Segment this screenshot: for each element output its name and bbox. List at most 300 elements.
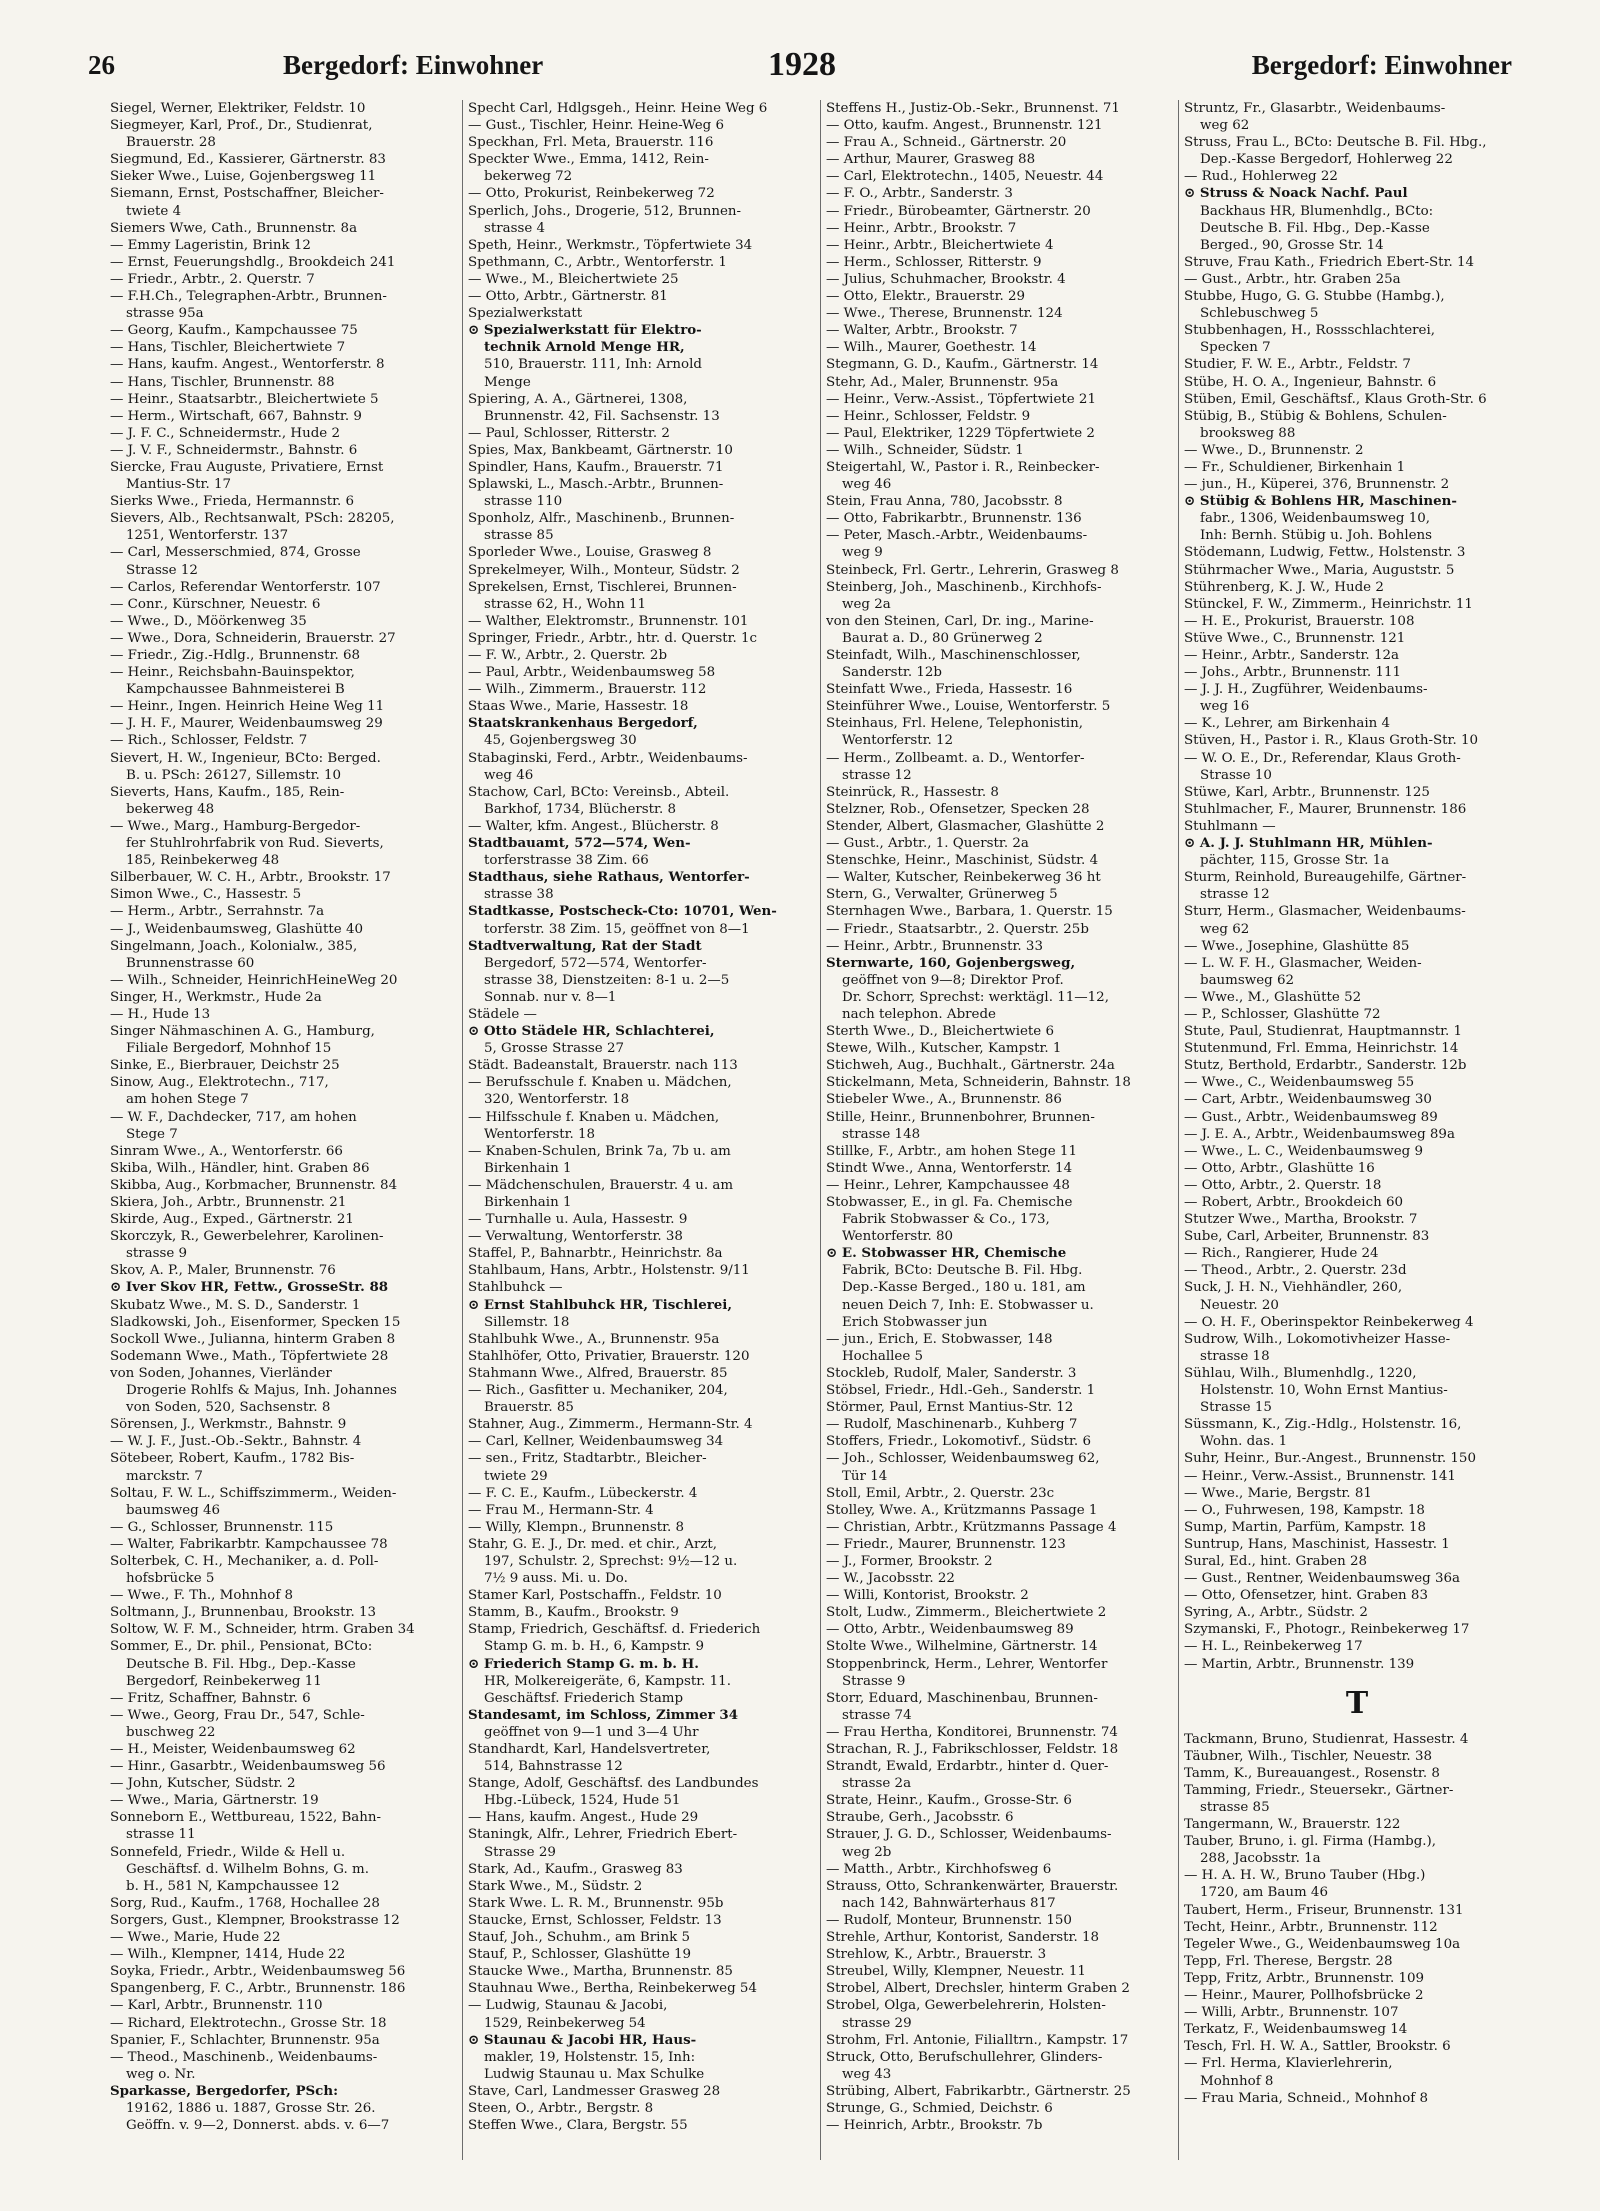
directory-entry: Strate, Heinr., Kaufm., Grosse-Str. 6: [826, 1793, 1072, 1809]
directory-entry: — Wwe., Marg., Hamburg-Bergedor-: [110, 818, 361, 834]
entry-continuation: strasse 4: [484, 220, 546, 236]
entry-continuation: 185, Reinbekerweg 48: [126, 853, 280, 869]
directory-entry: — Wilh., Maurer, Goethestr. 14: [826, 340, 1037, 356]
directory-entry: Sterth Wwe., D., Bleichertwiete 6: [826, 1024, 1055, 1040]
entry-continuation: Deutsche B. Fil. Hbg., Dep.-Kasse: [126, 1656, 356, 1672]
directory-entry: Spangenberg, F. C., Arbtr., Brunnenstr. 186: [110, 1981, 406, 1997]
directory-entry: — Otto, Elektr., Brauerstr. 29: [826, 289, 1026, 305]
directory-entry: Strauer, J. G. D., Schlosser, Weidenbaums-: [826, 1827, 1112, 1843]
page-number: 26: [88, 50, 115, 80]
entry-continuation: strasse 2a: [842, 1776, 912, 1792]
directory-entry: — Heinr., Schlosser, Feldstr. 9: [826, 408, 1031, 424]
directory-entry: — Karl, Arbtr., Brunnenstr. 110: [110, 1998, 323, 2014]
directory-entry: — Friedr., Zig.-Hdlg., Brunnenstr. 68: [110, 648, 361, 663]
directory-entry: — O. H. F., Oberinspektor Reinbekerweg 4: [1184, 1314, 1474, 1330]
entry-continuation: bekerweg 48: [126, 801, 215, 817]
directory-entry: — Knaben-Schulen, Brink 7a, 7b u. am: [468, 1143, 731, 1159]
directory-entry: Sump, Martin, Parfüm, Kampstr. 18: [1184, 1519, 1427, 1535]
directory-entry: — jun., H., Küperei, 376, Brunnenstr. 2: [1184, 477, 1450, 493]
directory-entry: Sötebeer, Robert, Kaufm., 1782 Bis-: [110, 1451, 355, 1467]
directory-entry: Stuhlmacher, F., Maurer, Brunnenstr. 186: [1184, 801, 1467, 817]
directory-entry: — Mädchenschulen, Brauerstr. 4 u. am: [468, 1177, 734, 1193]
directory-entry: Siemann, Ernst, Postschaffner, Bleicher-: [110, 186, 384, 202]
entry-continuation: Barkhof, 1734, Blücherstr. 8: [484, 801, 677, 817]
entry-continuation: 5, Grosse Strasse 27: [484, 1041, 625, 1057]
entry-continuation: Wentorferstr. 80: [842, 1229, 954, 1245]
entry-continuation: twiete 29: [484, 1468, 548, 1484]
directory-entry: — jun., Erich, E. Stobwasser, 148: [826, 1331, 1053, 1347]
directory-entry: Stüven, H., Pastor i. R., Klaus Groth-Str. 10: [1184, 733, 1479, 749]
directory-entry: — Heinr., Arbtr., Sanderstr. 12a: [1184, 648, 1399, 663]
directory-entry: — Julius, Schuhmacher, Brookstr. 4: [826, 271, 1066, 287]
directory-entry: Steinführer Wwe., Louise, Wentorferstr. 5: [826, 699, 1111, 715]
entry-continuation: Hochallee 5: [842, 1348, 924, 1364]
entry-continuation: fabr., 1306, Weidenbaumsweg 10,: [1200, 511, 1431, 527]
directory-entry: — Herm., Zollbeamt. a. D., Wentorfer-: [826, 750, 1085, 766]
entry-continuation: Strasse 10: [1200, 767, 1272, 783]
directory-entry: — F.H.Ch., Telegraphen-Arbtr., Brunnen-: [110, 289, 387, 305]
directory-entry: — H., Meister, Weidenbaumsweg 62: [110, 1742, 356, 1757]
directory-entry: Solterbek, C. H., Mechaniker, a. d. Poll-: [110, 1553, 379, 1569]
entry-continuation: buschweg 22: [126, 1724, 216, 1740]
directory-entry: Stahner, Aug., Zimmerm., Hermann-Str. 4: [468, 1417, 753, 1433]
directory-entry: ⊙ A. J. J. Stuhlmann HR, Mühlen-: [1184, 835, 1433, 852]
directory-entry: Sorg, Rud., Kaufm., 1768, Hochallee 28: [110, 1895, 380, 1911]
entry-continuation: Stamp G. m. b. H., 6, Kampstr. 9: [484, 1639, 705, 1655]
directory-entry: Stahmann Wwe., Alfred, Brauerstr. 85: [468, 1365, 728, 1381]
directory-entry: Spanier, F., Schlachter, Brunnenstr. 95a: [110, 2032, 380, 2048]
directory-entry: Sinke, E., Bierbrauer, Deichstr 25: [110, 1058, 340, 1074]
directory-entry: Stührenberg, K. J. W., Hude 2: [1184, 579, 1384, 595]
entry-continuation: makler, 19, Holstenstr. 15, Inh:: [484, 2049, 696, 2065]
directory-entry: — Cart, Arbtr., Weidenbaumsweg 30: [1184, 1092, 1432, 1108]
entry-continuation: 197, Schulstr. 2, Sprechst: 9½—12 u.: [484, 1553, 738, 1569]
entry-continuation: Wohn. das. 1: [1200, 1434, 1288, 1450]
directory-entry: — Heinr., Ingen. Heinrich Heine Weg 11: [110, 699, 385, 715]
entry-continuation: weg 46: [842, 477, 892, 493]
directory-entry: Skiera, Joh., Arbtr., Brunnenstr. 21: [110, 1195, 347, 1210]
directory-entry: Sponholz, Alfr., Maschinenb., Brunnen-: [468, 511, 735, 527]
directory-entry: — Hinr., Gasarbtr., Weidenbaumsweg 56: [110, 1759, 386, 1775]
directory-entry: — Gust., Tischler, Heinr. Heine-Weg 6: [468, 118, 724, 134]
directory-entry: — Gust., Arbtr., Weidenbaumsweg 89: [1184, 1109, 1438, 1125]
entry-continuation: Neuestr. 20: [1200, 1297, 1279, 1313]
directory-entry: Strohm, Frl. Antonie, Filialltrn., Kampstr. 17: [826, 2032, 1129, 2048]
directory-entry: Stahlbuhck —: [468, 1280, 563, 1296]
entry-continuation: 7½ 9 auss. Mi. u. Do.: [484, 1571, 628, 1587]
entry-continuation: strasse 12: [1200, 887, 1270, 903]
header-title-left: Bergedorf: Einwohner: [283, 50, 544, 80]
entry-continuation: Kampchaussee Bahnmeisterei B: [126, 682, 345, 698]
directory-entry: — Friedr., Arbtr., 2. Querstr. 7: [110, 271, 315, 287]
directory-entry: Struntz, Fr., Glasarbtr., Weidenbaums-: [1184, 101, 1446, 116]
entry-continuation: strasse 18: [1200, 1348, 1270, 1364]
directory-entry: — Gust., Arbtr., htr. Graben 25a: [1184, 271, 1401, 287]
directory-entry: Siegel, Werner, Elektriker, Feldstr. 10: [110, 101, 366, 116]
directory-entry: Stark Wwe. L. R. M., Brunnenstr. 95b: [468, 1895, 724, 1911]
entry-continuation: Sanderstr. 12b: [842, 665, 942, 681]
directory-entry: — Martin, Arbtr., Brunnenstr. 139: [1184, 1656, 1415, 1672]
directory-entry: Sievers, Alb., Rechtsanwalt, PSch: 28205,: [110, 511, 395, 527]
entry-continuation: strasse 38, Dienstzeiten: 8-1 u. 2—5: [484, 972, 730, 988]
directory-entry: Straube, Gerh., Jacobsstr. 6: [826, 1810, 1014, 1826]
directory-entry: — Matth., Arbtr., Kirchhofsweg 6: [826, 1861, 1052, 1877]
entry-continuation: Stege 7: [126, 1126, 178, 1142]
directory-entry: — Wwe., L. C., Weidenbaumsweg 9: [1184, 1143, 1423, 1159]
directory-entry: Stillke, F., Arbtr., am hohen Stege 11: [826, 1143, 1077, 1159]
directory-entry: — Hans, Tischler, Bleichertwiete 7: [110, 340, 346, 356]
entry-continuation: Brauerstr. 85: [484, 1400, 574, 1416]
entry-continuation: strasse 148: [842, 1126, 921, 1142]
directory-entry: — Otto, Arbtr., Weidenbaumsweg 89: [826, 1622, 1074, 1638]
directory-entry: — Wilh., Schneider, Südstr. 1: [826, 442, 1024, 458]
entry-continuation: 288, Jacobsstr. 1a: [1200, 1851, 1321, 1867]
entry-continuation: nach 142, Bahnwärterhaus 817: [842, 1895, 1056, 1911]
directory-entry: — Theod., Maschinenb., Weidenbaums-: [110, 2049, 378, 2065]
directory-entry: Sprekelsen, Ernst, Tischlerei, Brunnen-: [468, 579, 737, 595]
directory-entry: Sierks Wwe., Frieda, Hermannstr. 6: [110, 494, 355, 510]
directory-entry: Sternhagen Wwe., Barbara, 1. Querstr. 15: [826, 904, 1113, 920]
directory-entry: Sladkowski, Joh., Eisenformer, Specken 15: [110, 1314, 401, 1330]
directory-entry: — Wwe., Georg, Frau Dr., 547, Schle-: [110, 1707, 365, 1723]
directory-entry: Soyka, Friedr., Arbtr., Weidenbaumsweg 56: [110, 1964, 406, 1980]
directory-entry: — H., Hude 13: [110, 1006, 211, 1022]
entry-continuation: Ludwig Staunau u. Max Schulke: [484, 2066, 705, 2082]
directory-entry: Struss, Frau L., BCto: Deutsche B. Fil. Hbg.,: [1184, 135, 1487, 151]
entry-continuation: weg 46: [484, 767, 534, 783]
directory-entry: Soltmann, J., Brunnenbau, Brookstr. 13: [110, 1605, 377, 1621]
directory-entry: — H. A. H. W., Bruno Tauber (Hbg.): [1184, 1868, 1426, 1884]
directory-entry: — Rich., Schlosser, Feldstr. 7: [110, 733, 308, 749]
directory-entry: Sommer, E., Dr. phil., Pensionat, BCto:: [110, 1639, 373, 1655]
directory-entry: Sievert, H. W., Ingenieur, BCto: Berged.: [110, 750, 381, 766]
directory-entry: — Hilfsschule f. Knaben u. Mädchen,: [468, 1109, 720, 1125]
directory-entry: Sonnefeld, Friedr., Wilde & Hell u.: [110, 1844, 346, 1860]
directory-entry: Stauf, P., Schlosser, Glashütte 19: [468, 1947, 692, 1963]
directory-entry: — K., Lehrer, am Birkenhain 4: [1184, 716, 1391, 732]
directory-entry: Stern, G., Verwalter, Grünerweg 5: [826, 887, 1058, 903]
directory-entry: Stolley, Wwe. A., Krützmanns Passage 1: [826, 1502, 1098, 1518]
directory-entry: Spiering, A. A., Gärtnerei, 1308,: [468, 391, 688, 407]
directory-entry: — Arthur, Maurer, Grasweg 88: [826, 152, 1036, 168]
entry-continuation: Geschäftsf. d. Wilhelm Bohns, G. m.: [126, 1861, 369, 1877]
directory-entry: Sube, Carl, Arbeiter, Brunnenstr. 83: [1184, 1229, 1430, 1245]
entry-continuation: torferstrasse 38 Zim. 66: [484, 853, 649, 869]
entry-continuation: strasse 74: [842, 1707, 912, 1723]
directory-entry: Skorczyk, R., Gewerbelehrer, Karolinen-: [110, 1229, 384, 1245]
directory-entry: — Heinr., Verw.-Assist., Töpfertwiete 21: [826, 391, 1096, 407]
directory-entry: Staucke, Ernst, Schlosser, Feldstr. 13: [468, 1912, 722, 1928]
directory-entry: Störmer, Paul, Ernst Mantius-Str. 12: [826, 1400, 1074, 1416]
directory-entry: Sudrow, Wilh., Lokomotivheizer Hasse-: [1184, 1331, 1451, 1347]
entry-continuation: weg 43: [842, 2066, 892, 2082]
directory-entry: — Rich., Rangierer, Hude 24: [1184, 1246, 1379, 1262]
directory-entry: Singer, H., Werkmstr., Hude 2a: [110, 989, 322, 1005]
directory-entry: Stadtbauamt, 572—574, Wen-: [468, 835, 691, 852]
entry-continuation: strasse 29: [842, 2015, 912, 2031]
directory-entry: — Frau Maria, Schneid., Mohnhof 8: [1184, 2090, 1428, 2106]
directory-entry: Steinbeck, Frl. Gertr., Lehrerin, Grasweg 8: [826, 562, 1119, 578]
directory-entry: — Frau Hertha, Konditorei, Brunnenstr. 74: [826, 1724, 1118, 1740]
directory-entry: Stave, Carl, Landmesser Grasweg 28: [468, 2083, 721, 2099]
directory-entry: Sodemann Wwe., Math., Töpfertwiete 28: [110, 1348, 389, 1364]
directory-entry: Sinram Wwe., A., Wentorferstr. 66: [110, 1143, 343, 1159]
directory-entry: — Otto, Fabrikarbtr., Brunnenstr. 136: [826, 511, 1082, 527]
directory-entry: Stamm, B., Kaufm., Brookstr. 9: [468, 1605, 679, 1621]
directory-entry: — Friedr., Maurer, Brunnenstr. 123: [826, 1536, 1066, 1552]
entry-continuation: Drogerie Rohlfs & Majus, Inh. Johannes: [126, 1383, 397, 1399]
column-2: [468, 100, 814, 2160]
directory-entry: Steinberg, Joh., Maschinenb., Kirchhofs-: [826, 579, 1102, 595]
directory-entry: — Heinr., Staatsarbtr., Bleichertwiete 5: [110, 391, 379, 407]
directory-entry: Speckter Wwe., Emma, 1412, Rein-: [468, 152, 709, 168]
directory-entry: — Wwe., D., Brunnenstr. 2: [1184, 442, 1364, 458]
directory-entry: — Otto, Arbtr., Gärtnerstr. 81: [468, 289, 668, 305]
entry-continuation: Fabrik Stobwasser & Co., 173,: [842, 1212, 1050, 1228]
directory-entry: Staas Wwe., Marie, Hassestr. 18: [468, 699, 689, 715]
directory-entry: Standhardt, Karl, Handelsvertreter,: [468, 1742, 711, 1757]
entry-continuation: baumsweg 46: [126, 1502, 221, 1518]
entry-continuation: Schlebuschweg 5: [1200, 306, 1319, 322]
directory-columns: [110, 100, 1530, 2160]
directory-entry: — Conr., Kürschner, Neuestr. 6: [110, 596, 321, 612]
directory-entry: ⊙ Otto Städele HR, Schlachterei,: [468, 1023, 715, 1040]
directory-entry: — H. E., Prokurist, Brauerstr. 108: [1184, 613, 1415, 629]
entry-continuation: weg 2b: [842, 1844, 892, 1860]
directory-entry: — Frau M., Hermann-Str. 4: [468, 1502, 654, 1518]
directory-entry: Stegmann, G. D., Kaufm., Gärtnerstr. 14: [826, 357, 1099, 373]
directory-entry: Strehlow, K., Arbtr., Brauerstr. 3: [826, 1947, 1047, 1963]
page-header: [88, 46, 1512, 90]
entry-continuation: Tür 14: [842, 1468, 888, 1484]
directory-entry: Sühlau, Wilh., Blumenhdlg., 1220,: [1184, 1365, 1417, 1381]
directory-entry: — Herm., Arbtr., Serrahnstr. 7a: [110, 904, 325, 920]
entry-continuation: Strasse 9: [842, 1673, 906, 1689]
directory-entry: Stobwasser, E., in gl. Fa. Chemische: [826, 1195, 1073, 1210]
entry-continuation: Sonnab. nur v. 8—1: [484, 989, 617, 1005]
directory-entry: — Georg, Kaufm., Kampchaussee 75: [110, 323, 358, 339]
entry-continuation: hofsbrücke 5: [126, 1571, 215, 1587]
directory-entry: — Walter, Fabrikarbtr. Kampchaussee 78: [110, 1536, 388, 1552]
entry-continuation: Strasse 29: [484, 1844, 556, 1860]
entry-continuation: strasse 11: [126, 1827, 196, 1843]
directory-entry: Soltow, W. F. M., Schneider, htrm. Graben 34: [110, 1622, 415, 1638]
entry-continuation: Specken 7: [1200, 340, 1271, 356]
entry-continuation: Brunnenstr. 42, Fil. Sachsenstr. 13: [484, 408, 720, 424]
directory-entry: — Heinr., Reichsbahn-Bauinspektor,: [110, 665, 355, 681]
directory-entry: — Otto, Arbtr., 2. Querstr. 18: [1184, 1177, 1382, 1193]
directory-entry: — Friedr., Staatsarbtr., 2. Querstr. 25b: [826, 921, 1089, 937]
directory-entry: Techt, Heinr., Arbtr., Brunnenstr. 112: [1184, 1919, 1438, 1935]
directory-entry: — Frl. Herma, Klavierlehrerin,: [1184, 2056, 1393, 2072]
entry-continuation: 514, Bahnstrasse 12: [484, 1759, 623, 1775]
directory-entry: — Paul, Arbtr., Weidenbaumsweg 58: [468, 665, 716, 681]
entry-continuation: Mantius-Str. 17: [126, 477, 232, 493]
entry-continuation: 1251, Wentorferstr. 137: [126, 528, 289, 544]
directory-entry: — J. F. C., Schneidermstr., Hude 2: [110, 425, 340, 441]
directory-entry: Täubner, Wilh., Tischler, Neuestr. 38: [1184, 1748, 1432, 1764]
entry-continuation: Brauerstr. 28: [126, 135, 216, 151]
directory-entry: — Willi, Arbtr., Brunnenstr. 107: [1184, 2005, 1399, 2021]
directory-entry: Stockleb, Rudolf, Maler, Sanderstr. 3: [826, 1365, 1077, 1381]
entry-continuation: 19162, 1886 u. 1887, Grosse Str. 26.: [126, 2100, 376, 2116]
directory-entry: — Theod., Arbtr., 2. Querstr. 23d: [1184, 1263, 1407, 1279]
directory-entry: Taubert, Herm., Friseur, Brunnenstr. 131: [1184, 1902, 1464, 1918]
directory-entry: Skubatz Wwe., M. S. D., Sanderstr. 1: [110, 1297, 361, 1313]
entry-continuation: weg 62: [1200, 921, 1250, 937]
directory-entry: — Carl, Messerschmied, 874, Grosse: [110, 545, 361, 561]
directory-entry: Spezialwerkstatt: [468, 306, 583, 322]
directory-entry: Stahlhöfer, Otto, Privatier, Brauerstr. 120: [468, 1348, 750, 1364]
directory-entry: — Rudolf, Monteur, Brunnenstr. 150: [826, 1912, 1072, 1928]
section-letter: T: [1345, 1685, 1369, 1721]
directory-entry: Steinhaus, Frl. Helene, Telephonistin,: [826, 716, 1083, 732]
directory-entry: Stubbe, Hugo, G. G. Stubbe (Hambg.),: [1184, 289, 1445, 305]
directory-entry: — Carlos, Referendar Wentorferstr. 107: [110, 579, 381, 595]
directory-entry: — Wwe., Marie, Bergstr. 81: [1184, 1485, 1372, 1501]
directory-entry: Speth, Heinr., Werkmstr., Töpfertwiete 34: [468, 237, 753, 253]
directory-entry: Siemers Wwe, Cath., Brunnenstr. 8a: [110, 220, 358, 236]
directory-entry: — J., Former, Brookstr. 2: [826, 1553, 993, 1569]
directory-entry: Stoffers, Friedr., Lokomotivf., Südstr. 6: [826, 1434, 1091, 1450]
directory-entry: — Herm., Wirtschaft, 667, Bahnstr. 9: [110, 408, 362, 424]
entry-continuation: b. H., 581 N, Kampchaussee 12: [126, 1878, 340, 1894]
entry-continuation: Brunnenstrasse 60: [126, 955, 255, 971]
directory-entry: — O., Fuhrwesen, 198, Kampstr. 18: [1184, 1502, 1425, 1518]
directory-entry: Steigertahl, W., Pastor i. R., Reinbecker-: [826, 459, 1100, 475]
directory-entry: — Carl, Kellner, Weidenbaumsweg 34: [468, 1434, 724, 1450]
directory-entry: ⊙ Spezialwerkstatt für Elektro-: [468, 322, 702, 339]
directory-entry: Standesamt, im Schloss, Zimmer 34: [468, 1706, 739, 1723]
directory-entry: Tesch, Frl. H. W. A., Sattler, Brookstr. 6: [1184, 2039, 1451, 2055]
directory-entry: — Paul, Elektriker, 1229 Töpfertwiete 2: [826, 425, 1095, 441]
entry-continuation: Dep.-Kasse Bergedorf, Hohlerweg 22: [1200, 152, 1453, 168]
directory-entry: — Verwaltung, Wentorferstr. 38: [468, 1229, 683, 1245]
directory-entry: — J. E. A., Arbtr., Weidenbaumsweg 89a: [1184, 1126, 1455, 1142]
directory-entry: Skirde, Aug., Exped., Gärtnerstr. 21: [110, 1212, 354, 1228]
entry-continuation: fer Stuhlrohrfabrik von Rud. Sieverts,: [126, 836, 384, 852]
directory-entry: Stange, Adolf, Geschäftsf. des Landbundes: [468, 1776, 759, 1792]
directory-entry: — Walter, Kutscher, Reinbekerweg 36 ht: [826, 870, 1101, 886]
entry-continuation: twiete 4: [126, 203, 182, 219]
directory-entry: Struck, Otto, Berufschullehrer, Glinders-: [826, 2049, 1103, 2065]
directory-entry: Süssmann, K., Zig.-Hdlg., Holstenstr. 16,: [1184, 1417, 1462, 1433]
directory-entry: — Wwe., Dora, Schneiderin, Brauerstr. 27: [110, 630, 396, 646]
entry-continuation: Bergedorf, Reinbekerweg 11: [126, 1673, 322, 1689]
directory-entry: — Fr., Schuldiener, Birkenhain 1: [1184, 459, 1406, 475]
entry-continuation: Birkenhain 1: [484, 1195, 572, 1210]
directory-entry: Silberbauer, W. C. H., Arbtr., Brookstr. 17: [110, 870, 391, 886]
directory-entry: — Herm., Schlosser, Ritterstr. 9: [826, 254, 1042, 270]
entry-continuation: strasse 9: [126, 1246, 188, 1262]
entry-continuation: strasse 85: [484, 528, 554, 544]
directory-entry: — Wwe., M., Glashütte 52: [1184, 989, 1362, 1005]
directory-entry: Siegmeyer, Karl, Prof., Dr., Studienrat,: [110, 118, 373, 134]
entry-continuation: 45, Gojenbergsweg 30: [484, 733, 637, 749]
entry-continuation: Holstenstr. 10, Wohn Ernst Mantius-: [1200, 1383, 1448, 1399]
directory-entry: — Robert, Arbtr., Brookdeich 60: [1184, 1195, 1403, 1210]
directory-entry: Steinfadt, Wilh., Maschinenschlosser,: [826, 648, 1081, 663]
directory-entry: Splawski, L., Masch.-Arbtr., Brunnen-: [468, 477, 724, 493]
directory-entry: Terkatz, F., Weidenbaumsweg 14: [1184, 2022, 1408, 2038]
directory-entry: Stark Wwe., M., Südstr. 2: [468, 1878, 643, 1894]
directory-entry: Streubel, Willy, Klempner, Neuestr. 11: [826, 1964, 1086, 1980]
directory-entry: Sörensen, J., Werkmstr., Bahnstr. 9: [110, 1417, 347, 1433]
entry-continuation: technik Arnold Menge HR,: [484, 339, 685, 356]
directory-entry: — J. V. F., Schneidermstr., Bahnstr. 6: [110, 442, 358, 458]
column-3: [826, 100, 1172, 2160]
directory-entry: Skibba, Aug., Korbmacher, Brunnenstr. 84: [110, 1177, 398, 1193]
entry-continuation: Sillemstr. 18: [484, 1314, 570, 1330]
directory-entry: — Otto, Ofensetzer, hint. Graben 83: [1184, 1588, 1428, 1604]
directory-entry: Stadtkasse, Postscheck-Cto: 10701, Wen-: [468, 903, 777, 920]
directory-entry: Steinrück, R., Hassestr. 8: [826, 784, 999, 800]
directory-entry: — Heinrich, Arbtr., Brookstr. 7b: [826, 2118, 1043, 2134]
directory-entry: Stamer Karl, Postschaffn., Feldstr. 10: [468, 1588, 722, 1604]
entry-continuation: weg o. Nr.: [126, 2066, 196, 2082]
directory-entry: — Ernst, Feuerungshdlg., Brookdeich 241: [110, 254, 396, 270]
entry-continuation: strasse 12: [842, 767, 912, 783]
directory-entry: — Willi, Kontorist, Brookstr. 2: [826, 1588, 1029, 1604]
directory-entry: ⊙ E. Stobwasser HR, Chemische: [826, 1245, 1067, 1262]
directory-entry: Stahlbaum, Hans, Arbtr., Holstenstr. 9/11: [468, 1263, 750, 1279]
directory-entry: — Wwe., F. Th., Mohnhof 8: [110, 1588, 294, 1604]
entry-continuation: strasse 95a: [126, 306, 204, 322]
directory-entry: — Wilh., Klempner, 1414, Hude 22: [110, 1947, 346, 1963]
directory-entry: Speckhan, Frl. Meta, Brauerstr. 116: [468, 135, 714, 151]
directory-entry: Skov, A. P., Maler, Brunnenstr. 76: [110, 1263, 336, 1279]
directory-entry: — J. J. H., Zugführer, Weidenbaums-: [1184, 682, 1428, 698]
directory-entry: Spindler, Hans, Kaufm., Brauerstr. 71: [468, 459, 724, 475]
directory-entry: — Rich., Gasfitter u. Mechaniker, 204,: [468, 1383, 728, 1399]
entry-continuation: Deutsche B. Fil. Hbg., Dep.-Kasse: [1200, 220, 1430, 236]
directory-entry: Staffel, P., Bahnarbtr., Heinrichstr. 8a: [468, 1246, 723, 1262]
directory-entry: Strauss, Otto, Schrankenwärter, Brauerstr.: [826, 1878, 1119, 1894]
directory-entry: Stührmacher Wwe., Maria, Auguststr. 5: [1184, 562, 1455, 578]
directory-entry: Stewe, Wilh., Kutscher, Kampstr. 1: [826, 1041, 1062, 1057]
directory-entry: — Walther, Elektromstr., Brunnenstr. 101: [468, 613, 749, 629]
directory-entry: — J., Weidenbaumsweg, Glashütte 40: [110, 921, 364, 937]
directory-entry: Stadtverwaltung, Rat der Stadt: [468, 937, 702, 954]
entry-continuation: Wentorferstr. 18: [484, 1126, 596, 1142]
directory-entry: Stiebeler Wwe., A., Brunnenstr. 86: [826, 1092, 1062, 1108]
entry-continuation: geöffnet von 9—8; Direktor Prof.: [842, 972, 1064, 988]
directory-entry: Staatskrankenhaus Bergedorf,: [468, 715, 698, 732]
directory-entry: — Otto, Prokurist, Reinbekerweg 72: [468, 186, 715, 202]
directory-entry: — Emmy Lageristin, Brink 12: [110, 237, 311, 253]
directory-entry: Soltau, F. W. L., Schiffszimmerm., Weiden-: [110, 1485, 397, 1501]
entry-continuation: marckstr. 7: [126, 1468, 203, 1484]
directory-entry: Suntrup, Hans, Maschinist, Hassestr. 1: [1184, 1536, 1450, 1552]
directory-entry: Stüwe, Karl, Arbtr., Brunnenstr. 125: [1184, 784, 1430, 800]
directory-entry: von den Steinen, Carl, Dr. ing., Marine-: [826, 613, 1094, 629]
entry-continuation: Baurat a. D., 80 Grünerweg 2: [842, 630, 1043, 646]
directory-entry: Tackmann, Bruno, Studienrat, Hassestr. 4: [1184, 1731, 1469, 1747]
directory-entry: Strandt, Ewald, Erdarbtr., hinter d. Quer-: [826, 1759, 1109, 1775]
directory-entry: — Christian, Arbtr., Krützmanns Passage 4: [826, 1519, 1117, 1535]
directory-entry: Siegmund, Ed., Kassierer, Gärtnerstr. 83: [110, 152, 386, 168]
directory-entry: ⊙ Stübig & Bohlens HR, Maschinen-: [1184, 493, 1457, 510]
entry-continuation: B. u. PSch: 26127, Sillemstr. 10: [126, 767, 342, 783]
entry-continuation: weg 2a: [842, 596, 891, 612]
directory-entry: — Wwe., Marie, Hude 22: [110, 1930, 281, 1946]
directory-entry: Stauf, Joh., Schuhm., am Brink 5: [468, 1930, 690, 1946]
directory-entry: Stauhnau Wwe., Bertha, Reinbekerweg 54: [468, 1981, 757, 1997]
directory-entry: Stoll, Emil, Arbtr., 2. Querstr. 23c: [826, 1485, 1055, 1501]
entry-continuation: Filiale Bergedorf, Mohnhof 15: [126, 1041, 332, 1057]
directory-entry: Skiba, Wilh., Händler, hint. Graben 86: [110, 1160, 370, 1176]
directory-entry: Städt. Badeanstalt, Brauerstr. nach 113: [468, 1058, 738, 1074]
